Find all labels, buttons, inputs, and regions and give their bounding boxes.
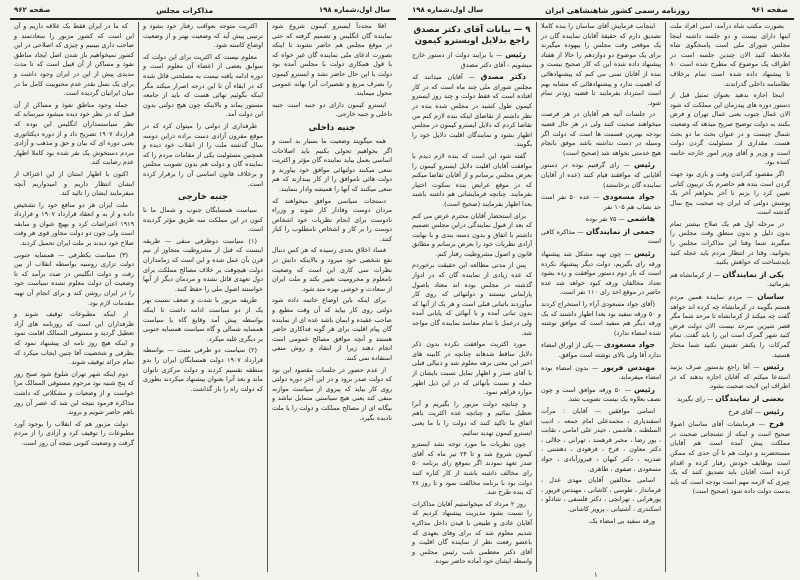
paragraph-text: برای اینکه باین اوضاع خاتمه داده شود دولتی روی کار بیاید که آن وقت مطیع و صاحب عقیده و ایمان باشد عده ای از نماینده گان پیام اقلیت برای هر گونه فداکاری حاضر هستند و آنچه موافق مصالح عمومی است انجام دهند زیرا از انتقاد و روش منفی استفاده نمی کنند. (272, 296, 392, 362)
paragraph (412, 152, 532, 210)
paragraph (412, 400, 532, 438)
paragraph-text: چون نظریات ما مورد توجه نشد ایسترو کیمون شروع شد و تا ۲۴ تیر ماه که آقای صدر تعهد نمودند اگر بموقع رای برنامه ۵۰ رای مخالف داشته باشند از کار کناره کنند دولت بود با برنامه مخالفت نمود و تا روز ۲۸ که بنده طرح شد. (412, 440, 533, 497)
paragraph-text: — بدون امضاء بوده امضاء میفرماید. (541, 363, 661, 382)
speaker-paragraph (541, 340, 661, 360)
paragraph-text: در مرحله اول هم یک صلاح بیشتر تمام بدون دلیل و بدون منطق وقت مجلس را میگیرند شما وقتا این مذاکرات مجلس را بخوانید، وقتا در انتظار مردم باید عجله کنید بایدشناخت که خواهش بکنید. (670, 219, 790, 267)
speaker-paragraph (670, 292, 790, 360)
paragraph-text: — آقایان میدانند که مجلس شورای ملی چند ماه است که در کار افتاده است که فقط دولت و چند روز ایسترو کیمون طول کشید در مجلس شده بنده در نظر داشتم از تقاضای اینکه بنده لازم کنم من تقاضا کردم که دلایل ایسترو کیمون در مجلس اظهار بشود و نمایندگان اقلیت دلایل خود را بگویند. (412, 73, 532, 149)
speaker-name: یکی از نمایندگان (722, 269, 784, 279)
paragraph-text: پس از مدتی مطالعه این حقیقت برخوردم که عده زیادی از نماینده گان که در ادوار گذشته در مجلس بوده اند معتاد باصول پارلمانی نیستند و دولتهائی که روی کار میآوردند باتبانی قبلی است و هر یک از آنها که بدون تبانی آمده و با آنهائی که پایانی آمده ولی درعمل با تمام مفاسد نماینده گان مواجه شد. (412, 261, 532, 337)
speaker-name: بعضی از نمایندگان (715, 393, 784, 403)
paragraph-text: همه میگویند وضعیت ما بسیار بد است و اگر بخواهیم تحولی بکنیم باید اصلاحات اساسی بعمل بیاید نماینده گان مؤثر و اکثریت سعی میکنند دولتهائی موافق خود بیاورند و دولت هائی ناموافق را از کار بیندازند که هم سعی میکنند که آنها را همیشه وادار بنمایند. (272, 136, 392, 193)
paragraph (272, 197, 392, 245)
paragraph-text: — با برایند دولت از دستور خارج میشویم - آقای دکتر مصدق (412, 51, 532, 69)
paragraph-text: (۳) سیاست یکطرفی — همسایه جنوبی دولت تزاری روسیه بواسطه انقلاب از بین رفت و دولت انگلیس در صدد برآمد که تا وضعیت آن دولت معلوم نشده سیاست خود را در ایران روشن کند و برای انجام آن تهیه مقدمات لازم بود. (14, 250, 134, 307)
paragraph (541, 407, 661, 474)
paragraph-text: در جلسات آتیه هم آقایان در هر فرصت میخواهند صحبت کنند ولی در هر حال قضیه بودجه بهترین قسمت ها است که دولت اگر وسیله در دست نداشته باشد موفق بانجام هیچ خدمتی نخواهد شد (صحیح است) (541, 110, 661, 157)
paragraph (272, 366, 392, 424)
paragraph (670, 170, 790, 218)
paragraph (143, 53, 263, 120)
paragraph (14, 201, 134, 249)
speaker-paragraph (541, 192, 661, 212)
paragraph-text: اکنون با اظهار امتنان از این اعتراف از ایشان انتظار داریم و امیدواریم آنچه میفرمایند ایشان را تائید کند. (14, 169, 134, 198)
paragraph-text: سیاست همسایگان جنوب و شمال ما تا کنون در این مملکت سه طریق مؤثر گردیده است. (143, 206, 263, 234)
paragraph-text: ملت ایران هر دو منافع خود را تشخیص داده و از به و انعقاد قرارداد ۱۹۰۷ و قرارداد ۱۹۱۹ اعتراضات کرد و بهیچ عنوان و سابقه است ولی چون دو دولت مجاور قوی هر وقت صلاح خود دیدند بر ملت ایران تحمیل کردند. (14, 200, 134, 248)
paragraph (272, 246, 392, 294)
paragraph-text: از عدم حضور در جلسات مقصود این بود که دولت صدر برود و در این آخر دوره دولتی روی کار بیاید که پیروی از سیاست موازنه منفی کند یعنی هیچ سیاستی متمایل نباشد و بیگانه ای از مصالح مملکت و دولت را با ملت نادیده بگیرد. (272, 365, 392, 422)
header-rule (10, 18, 396, 20)
paragraph (14, 251, 134, 309)
paragraph (14, 101, 134, 168)
paragraph-text: ایسترو کیمون دارای دو جنبه است جنبه داخلی و جنبه خارجی. (272, 100, 392, 119)
speaker-paragraph (670, 419, 790, 497)
section-heading: جنبه داخلی (308, 122, 356, 133)
paragraph-text: اسامی موافقین — آقایان : مرآت اسفندیاری ، محمدعلی امام جمعه ، ادیب السلطنه ، هاشمی ، حیدر علی امامی ، نقابت ، پور رضا ، مخبر فرهمند ، تهرانی ، جلالی ، دکتر معاون ، فرخ ، فرهودی ، دهشتی ، صدریه ، دکتر کیهان ، فیروزآبادی ، جواد مسعودی ، صفوی ، طاهری. (541, 406, 661, 473)
paragraph-text: گفته شود این است که بنده لازم دیدم با موافقت آقایان اقلیت دلایل ایسترو کیمون را بعرض مجلس برسانم و از آقایان تقاضا میکنم که در موقع عرایض بنده سکوت اختیار بفرمایند. چنانچه فرمایشاتی هم داشته باشند بعدا اظهار بفرمایند (صحیح است). (412, 151, 532, 208)
header-rule (408, 18, 794, 20)
paragraph (272, 101, 392, 120)
paragraph (272, 22, 392, 99)
paragraph-text: جمله وجود مناطق نفوذ و مساکن از آن قبیل که در نظر خود دیده میشود میرساند که نظر سیاستمداران انگلیس این بوده که قرارداد ۱۹۰۷ تصریح داد و از دوره دیکتاتوری یعنی دوره ای که بیان و حق و مذهب و آزادی مردم دستخوش یک نفر شده بود کاملا اظهار عدم رضایت کند. (14, 100, 134, 167)
paragraph (14, 310, 134, 368)
paragraph (412, 261, 532, 338)
paragraph-text: ورقه سفید بی امضاء یک. (588, 516, 655, 525)
paragraph-text: اسامی مخالفین آقایان مهدی عدل ، فرماندار ، طوسی ، کاشانی ، مهندس فریور ، پورهرابی ، تهرانچی ، دکتر فلسفی ، شادلو ، اسکندری ، آشتیانی ، پرویز کاشانی. (541, 476, 661, 513)
paragraph-text: اگر مقصود گذراندن وقت و بازی بود جهت گردن است بنده هم حاضرم یک تریبون کتابی تعیین کرد را بزنم تا آخر بخواهم آخر یک پوشش دولتی که ایران چه صحبت پنج سال گذشته است. (670, 169, 790, 217)
page-header (6, 4, 398, 16)
speaker-paragraph (541, 214, 661, 225)
paragraph-text: — رای گرفتیم بوده در دستور آقایانی که موافقند قیام کنند (عده از آقایان نماینده گان برخاستند) (541, 161, 661, 189)
issue-number: سال اول،شماره ۱۹۸ (412, 6, 484, 14)
paragraph-text: — آقای فرخ (728, 407, 762, 416)
speaker-paragraph (670, 270, 790, 290)
paragraph (670, 22, 790, 89)
speaker-name: فرخ (769, 419, 784, 429)
paragraph-text: — ۷۵ نفر بوده (585, 215, 625, 224)
paragraph-text: اینجانب فرمایش آقای ساسان را بنده کاملا تصدیق دارم که حقیقة آقایان نماینده گان در یک موقعی وقت مجلس را بیهوده میگیرند برای یک موضوع دو دوازدهم را حالا از هفتاد پیشنهاد داده شده این که کار صحیح نیست و بنده از آقایان تمنی می کنم که پیشنهادهائی که اهمیت ندارد و پیشنهادهائی که مشابه بهم است استرداد بفرمایند تا قضیه زودتر تمام شود. (541, 22, 661, 107)
text-column (408, 22, 536, 572)
paragraph (670, 91, 790, 168)
text-column (138, 22, 267, 572)
paragraph (412, 500, 532, 567)
paragraph-text: — از کرمانشاه هم بفرمائید. (670, 270, 790, 289)
speaker-name: رئیس (763, 406, 784, 416)
columns (408, 22, 794, 572)
paragraph (14, 420, 134, 449)
paragraph-text: اقلا مجدداً ایسترو کیمون شروع شود نماینده گان انگلیس و تصمیم گرفته که حتی در موقع مجلس هم حاضر نشوند تا اینکه بصورت ادعای ملی نماینده گان غیر خواه که با قول همکاری دولت با مجلس آمده بود دولت با این حال حاضر نشد و ایسترو کیمون را بصرف مربع و تقصیرات آنرا بهانه عمومی محول میمایند. (272, 22, 392, 98)
speaker-paragraph (670, 394, 790, 405)
paragraph-text: — فرمایشات آقای ساسان اصولا صحیح است و اینکه از تشنجاتی صحبت در مملکت پیش آمده است هم آقایان مستحضرند و دولت هم تا آن حدی که ممکن است بوظایف خودش رفتار کرده و اقدام کرده است آقایان باید تصدیق کنند که یک چیزی که لازمه مهم است بودجه است که باید بدست دولت داده شود (صحیح است) (670, 420, 790, 496)
speaker-name: رئیس (634, 160, 655, 170)
paragraph-text: — آقا راجع بدستور صرف بزنید استدعا میکنم که آقایان اجازه بدهند که در اطراف این لایحه صحبت بشود. (670, 363, 790, 391)
paragraph-text: (۲) سیاست دو طرفی مثبت — بواسطه قرارداد ۱۹۰۷ دولت همسایگان ایران را بدو منطقه تقسیم کردند و دولت مرکزی ناتوان ماند و بعد آنرا بعنوان پیشنهاد میکردند بطوری که دولت راه را باز گذاشت. (143, 346, 263, 393)
paragraph (143, 346, 263, 394)
section-heading: ۹ — بیانات آقای دکتر مصدق راجع بدلایل اویسترو کیمون (413, 25, 531, 46)
speaker-name: جواد مسعودی (602, 192, 655, 202)
speaker-paragraph (412, 50, 532, 70)
paragraph (541, 22, 661, 108)
paragraph-text: و چنانچه دولت مزبور را بگیریم و آنرا تعطیل نمائیم و چنانچه عده اکثریت باهم اتفاق ما تاکید کنند که دولت را با ما یعنی ایسترو کیمون تهدید نمائیم. (412, 399, 532, 437)
columns (10, 22, 396, 572)
paragraph (541, 517, 661, 527)
page-number: صفحه ۹۶۱ (751, 6, 788, 14)
paragraph-text: — چون تهیه مشکل شد پیشنهاد ورقه رای بگیریم، دولت دیگر پیشنهاد نکرده است که بار دوم دستور موافقت و رده بشود تعداد مخالفان ورقه کبود خواهد شد عده حاضر در موقع اخذ رای ۱۱۰ نفر است. (541, 250, 661, 297)
speaker-name: رئیس (763, 362, 784, 372)
paragraph-text: که ما در ایران فقط یک علاقه داریم و آن این است که کشور مزبور را سعادتمند و صاحب داری ببینیم و چیزی که اصلاحی در این کشور نمیخواهیم باز شدن اصل ایجاد مناطق نفوذ و مساکن از آن قبیل است که تا مدت مدیدی پیش از این در ایران وجود داشت و برای یک نسل بقدر عدم محبوبیت کامل ما در میان ایرانیان گردیده است. (14, 22, 134, 98)
folio-mark: ۱ (594, 571, 598, 579)
text-column (267, 22, 396, 572)
paragraph (14, 370, 134, 418)
section-title: مذاکرات مجلس (156, 5, 214, 15)
paragraph (412, 340, 532, 398)
paragraph (541, 110, 661, 158)
paragraph (272, 137, 392, 195)
paragraph (143, 206, 263, 235)
paragraph-text: — عده ۵۰ نفر است حد نصاب هم ۱۰۵ نفر (541, 193, 661, 211)
paragraph (412, 212, 532, 260)
paragraph-text: — ۵۰ ورقه موافق است و چون نصف بعلاوه یک نیست تصویب نشد. (541, 385, 661, 404)
paragraph-text: بصورت مکتب شاه درآمد، اسی افراد ملت اینها دارای بیست و دو جلسه داشته اینجا مجلس شورای ملی است پاسخگوی شاه ملاحظه کنید الان چندین جلسه است در اطراف یک موضوع که مطرح شده است ۸۰ تا پیشنهاد داده شده است تمام برخلاف نظامنامه داخلی گذراندند. (670, 22, 790, 88)
paragraph (143, 237, 263, 295)
folio-mark: ۱ (196, 571, 200, 579)
left-newspaper-page (6, 0, 398, 580)
speaker-paragraph (670, 362, 790, 392)
speaker-paragraph (541, 227, 661, 247)
speaker-paragraph (670, 407, 790, 418)
paragraph (143, 296, 263, 344)
speaker-name: رئیس (634, 249, 655, 259)
speaker-name: جمعی از نمایندگان (585, 226, 655, 236)
paragraph (541, 476, 661, 514)
speaker-paragraph (541, 249, 661, 298)
paragraph-text: (آقای جواد مسعودی آراء را استخراج کردند و ۵۰ ورقه سفید بود بعدا اظهار داشتند که یک ورقه دیگر هم سفید است که موافق نوشته شده امضاء ندارد) (541, 300, 661, 337)
speaker-name: دکتر مصدق (480, 72, 526, 82)
speaker-name: مهندس فریور (601, 362, 655, 372)
speaker-paragraph (541, 385, 661, 405)
paragraph (670, 220, 790, 268)
paragraph-text: — یکی از اوراق امضاء ندارد آقا ولی بالای نوشته است موافق. (541, 341, 661, 359)
right-newspaper-page (404, 0, 796, 580)
paragraph-text: — مردم نماینده همین مردم هستم بگویند در کرمانشاه چه کرده اند خواهد گفت چه میکند از کرمانشاه تا مرحد شما مگر قصر شیرین سرحد نیست الان دولت فرض کنید شهر گمرک است این را باید گفت. تمام گمرکات را یکنفر تفتیش نکنید شما مختار هستید. (670, 293, 790, 359)
paragraph (143, 122, 263, 189)
paragraph-text: طرفداری از دولتی را میتوان کرد که در موقع مقرون آزادی دست براده دراین دوسه سال گذشته ملت را از انقلاب خود دیده و همچنین مسئولیت یکی از مقامات مردم را که نماینده گان و دولت هم بدون تصویب مجلس و برخلاف قانون اساسی آن را برقرار کرده است. (143, 121, 263, 188)
page-number: صفحه ۹۶۲ (14, 6, 51, 14)
paragraph (272, 296, 392, 363)
paragraph-text: اینجا اجازه بدهید بعنوان تمثیل قبل از دستور دوره های پیدرمان این مملکت که شود الان عمال جنوب یعنی عمال تهران و فرض بکنند به دولت توضیح صریح میدهد که وضعیت شمال چیست و در عنوان بحث ما دو بحث هست. مقداری از مسئولیت گردن دولت است و وزیر و آقای وزیر امور خارجه خاتمه کننده بود. (670, 91, 790, 167)
paragraph (14, 22, 134, 99)
paragraph-text: (۱) سیاست دوطرفی منفی — طریقه اینست که قبل از مشروطیت متجاوز از نیم قرن بآن عمل شده و این است که زمامداران دولت هیچوقت بر خلاف مصالح مملکت برای دول تعهدی قائل نشده و مردمان دیگر از آنها خواستند اصول ملی را حفظ کنند. (143, 236, 263, 293)
paragraph-text: از اینکه مطبوعات توقیف شوند و طرفداران این است که روزنامه های آزاد تعطیل گردید و مستوفی الممالک اقامت نمود و اینکه هیچ روز نامه ای پیشنهاد نمود که بطرفی و شخصیت آقا چنین ایجاب میکرد که تمام جرائد توقیف شوند. (14, 310, 134, 367)
text-column (10, 22, 138, 572)
paragraph-text: دولت مزبور هم که انقلاب را بوجود آورد مطبوعات را توقیف کرد و آزادی را از مردم گرفت و وضعیت کنونی نتیجه آن روز است. (14, 419, 134, 447)
paragraph-text: برای استحضار آقایان محترم عرض می کنم که بعد از قبول نمایندگی دراین مجلس تصمیم داشتم با اتفاق و بدون دسته بندی و با نهایت آزادی نظریات خود را بعرض برسانم و مطابق قانون و اصول مشروطیت رفتار کنم. (412, 211, 532, 258)
speaker-name: جواد مسعودی (603, 340, 655, 350)
paragraph (143, 22, 263, 51)
paragraph-text: معلوم نیست که اکثریت برای این دولت که سوابق بعضی از اعضاء آن معلوم است و دوره ادامه یافته نیست به مصلحتی قائل شده که در ابقاء آن تا این درجه اصرار میکند مگر اینکه بگوئیم نهائی هست که باید از جامعه مستور بماند و بالاینکه چون هیچ دولتی بدون این دولت آمد. (143, 52, 263, 119)
speaker-paragraph (412, 72, 532, 150)
paragraph-text: دستجات سیاسی موافق میخواهند که مردان دوست وفادار کار شوند و وزراء نادوست برای انجام نظریات خود اشخاص دوست را بر کار و اشخاص نامطلوب را کنار کنند. (272, 196, 392, 243)
text-column (665, 22, 794, 572)
paragraph (541, 300, 661, 338)
paragraph (412, 440, 532, 498)
paragraph-text: فساد اخلاق بحدی رسیده که هر کس دنبال نفع شخصی خود میرود و بالاینکه دانش در نظرات سی کاری این است که وضعیت نامعلوم و محرومیت تغییر بکند و ملت ایران از سعادت و خوشی بهره مند شود. (272, 246, 392, 293)
speaker-name: رئیس (634, 384, 655, 394)
speaker-paragraph (541, 160, 661, 190)
gazette-title: روزنامه رسمی کشور شاهنشاهی ایران (545, 5, 690, 15)
issue-number: سال اول،شماره ۱۹۸ (318, 6, 390, 14)
section-heading: جنبه خارجی (177, 192, 229, 203)
paragraph-text: — مذاکره کافی است (541, 227, 661, 246)
paragraph-text: اکثریت متوجه بعواقب رفتار خود بشود و ترتیبی پیش آید که وضعیت بهتر و از وضعیت اوضاع کاسته شود. (143, 22, 263, 50)
speaker-paragraph (541, 363, 661, 383)
speaker-name: هاشمی (626, 214, 655, 224)
paragraph-text: دوم اینکه شهر تهران شلوغ شود صبح روز که پنج شنبه بود مرحوم مستوفی الممالک مرا خواست و از وضعیات و مشکلاتی که داشت مذاکره فرمود نتیجه این شد که عصر آن روز باهم حاضر شویم و بروند. (14, 369, 134, 417)
paragraph-text: مورد اکثریت موافقت نکرده بدون ذکر دلایل ساقط شدهاند چنانچه در کابینه های اخیر این معنی برهه معلوم شد و دنبالی قبلی با آقای صدر و اظهار تمایل نسبت بایشان از جمله و نسبت بآنهائی که در این ذیل اظهر موارد فراهم نمود. (412, 340, 532, 397)
paragraph-text: روز ۲ مرداد که میخواستیم آقایان مذاکرات را نسبت بشود مدیریت پیشنهاد کردیم که آقایان عادی و طبیعی با قیدن داخل مذاکره شدیم معلوم شد که برای وفای بعهدی که باعضو رفعت نظر از نماینده گان اقلیت و آقای دکتر معظمی نایب رئیس مجلس و واسطه ایشان خود آماده حاضر نبوده. (412, 499, 532, 566)
page-header (404, 4, 796, 16)
paragraph-text: — رای بگیرید (677, 394, 714, 403)
paragraph (14, 170, 134, 199)
text-column (536, 22, 665, 572)
speaker-name: رئیس (505, 50, 526, 59)
paragraph-text: طریقه مزبور با شدت و ضعف نسبت بهر یک از دو سیاست ادامه داشت تا اینکه بواسطه پیش آمد وقایع گاه یا سیاست همسایه شمالی و گاه سیاست همسایه جنوبی بر دیگری غلبه میکرد. (143, 296, 263, 343)
speaker-name: ساسان (757, 292, 784, 302)
